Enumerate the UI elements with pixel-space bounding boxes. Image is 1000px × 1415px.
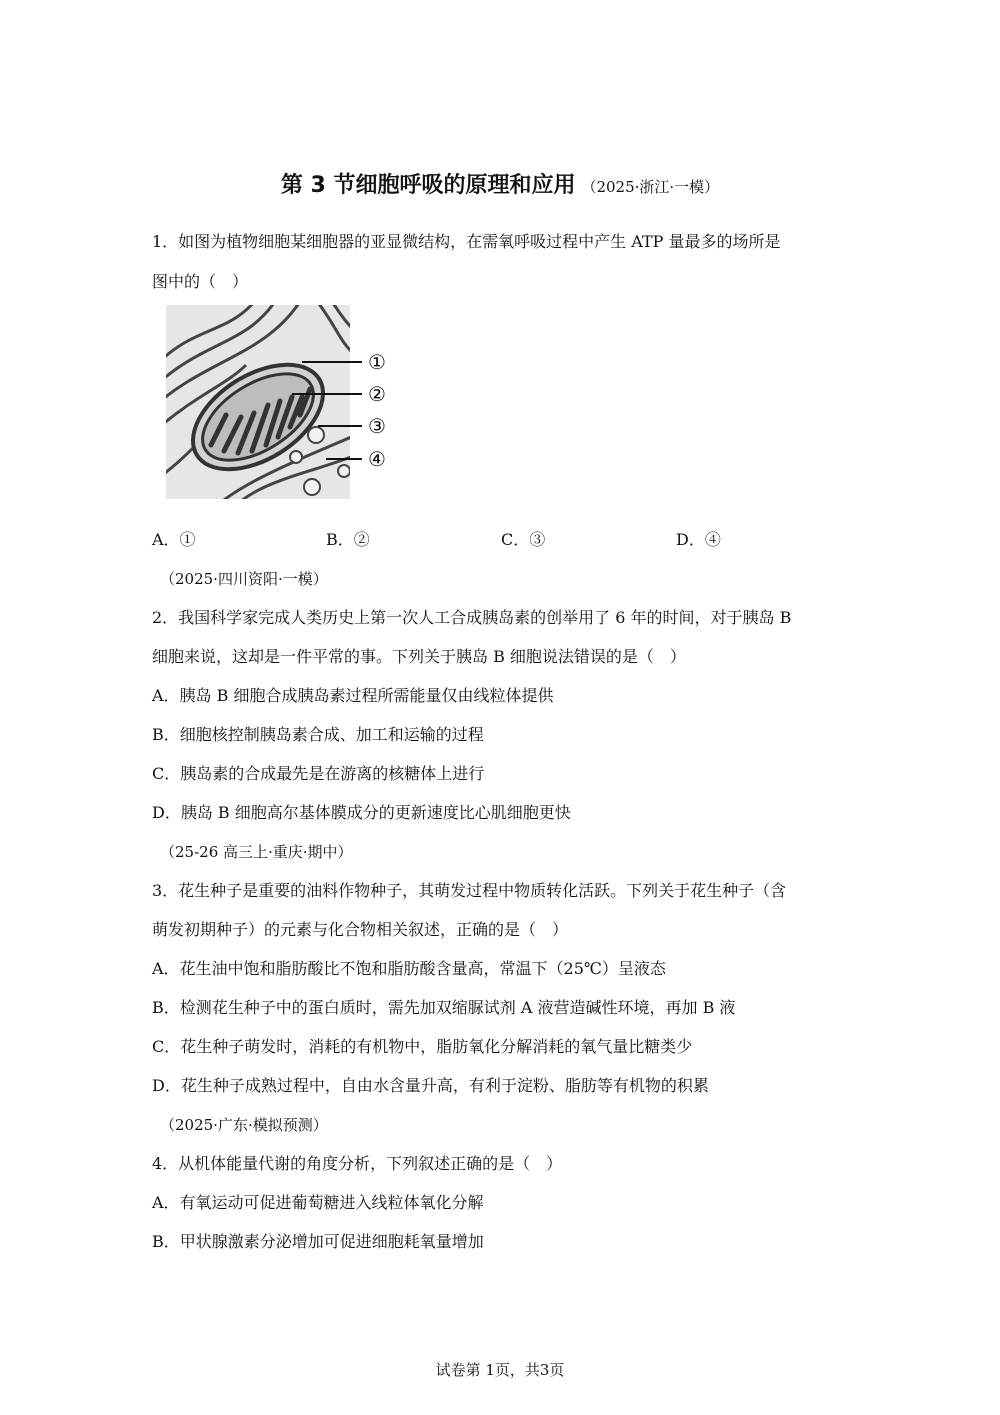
title-row xyxy=(0,168,1000,199)
figure-label-4: ④ xyxy=(368,447,386,471)
q3-source: （25-26 高三上·重庆·期中） xyxy=(160,843,353,861)
q1-option-d[interactable]: D．④ xyxy=(676,530,721,549)
title-source: （2025·浙江·一模） xyxy=(581,178,720,196)
q4-option-a[interactable]: A．有氧运动可促进葡萄糖进入线粒体氧化分解 xyxy=(152,1193,484,1212)
q2-source: （2025·四川资阳·一模） xyxy=(160,570,328,588)
page-footer: 试卷第 1页，共3页 xyxy=(435,1361,565,1379)
q4-option-b[interactable]: B．甲状腺激素分泌增加可促进细胞耗氧量增加 xyxy=(152,1232,484,1251)
q1-stem-line2: 图中的（ ） xyxy=(152,272,249,291)
figure-label-2: ② xyxy=(368,382,386,406)
q2-stem-line1: 2．我国科学家完成人类历史上第一次人工合成胰岛素的创举用了 6 年的时间，对于胰岛 B xyxy=(152,608,792,627)
q3-option-d[interactable]: D．花生种子成熟过程中，自由水含量升高，有利于淀粉、脂肪等有机物的积累 xyxy=(152,1076,709,1095)
q1-stem-line1: 1．如图为植物细胞某细胞器的亚显微结构，在需氧呼吸过程中产生 ATP 量最多的场所是 xyxy=(152,232,781,251)
q4-stem-line1: 4．从机体能量代谢的角度分析，下列叙述正确的是（ ） xyxy=(152,1154,563,1173)
mitochondrion-figure xyxy=(166,305,398,501)
q1-option-b[interactable]: B．② xyxy=(326,530,370,549)
figure-label-3: ③ xyxy=(368,414,386,438)
q2-stem-line2: 细胞来说，这却是一件平常的事。下列关于胰岛 B 细胞说法错误的是（ ） xyxy=(152,647,686,666)
q2-option-d[interactable]: D．胰岛 B 细胞高尔基体膜成分的更新速度比心肌细胞更快 xyxy=(152,803,571,822)
q3-stem-line2: 萌发初期种子）的元素与化合物相关叙述，正确的是（ ） xyxy=(152,920,569,939)
q3-option-c[interactable]: C．花生种子萌发时，消耗的有机物中，脂肪氧化分解消耗的氧气量比糖类少 xyxy=(152,1037,693,1056)
q2-option-b[interactable]: B．细胞核控制胰岛素合成、加工和运输的过程 xyxy=(152,725,484,744)
q1-option-a[interactable]: A．① xyxy=(152,530,196,549)
q2-option-a[interactable]: A．胰岛 B 细胞合成胰岛素过程所需能量仅由线粒体提供 xyxy=(152,686,554,705)
q3-option-a[interactable]: A．花生油中饱和脂肪酸比不饱和脂肪酸含量高，常温下（25℃）呈液态 xyxy=(152,959,666,978)
q3-option-b[interactable]: B．检测花生种子中的蛋白质时，需先加双缩脲试剂 A 液营造碱性环境，再加 B 液 xyxy=(152,998,736,1017)
q4-source: （2025·广东·模拟预测） xyxy=(160,1116,328,1134)
q2-option-c[interactable]: C．胰岛素的合成最先是在游离的核糖体上进行 xyxy=(152,764,485,783)
mitochondrion-diagram xyxy=(166,305,398,501)
page-title: 第 3 节细胞呼吸的原理和应用 xyxy=(280,173,576,198)
q3-stem-line1: 3．花生种子是重要的油料作物种子，其萌发过程中物质转化活跃。下列关于花生种子（含 xyxy=(152,881,787,900)
figure-label-1: ① xyxy=(368,350,386,374)
q1-option-c[interactable]: C．③ xyxy=(501,530,546,549)
